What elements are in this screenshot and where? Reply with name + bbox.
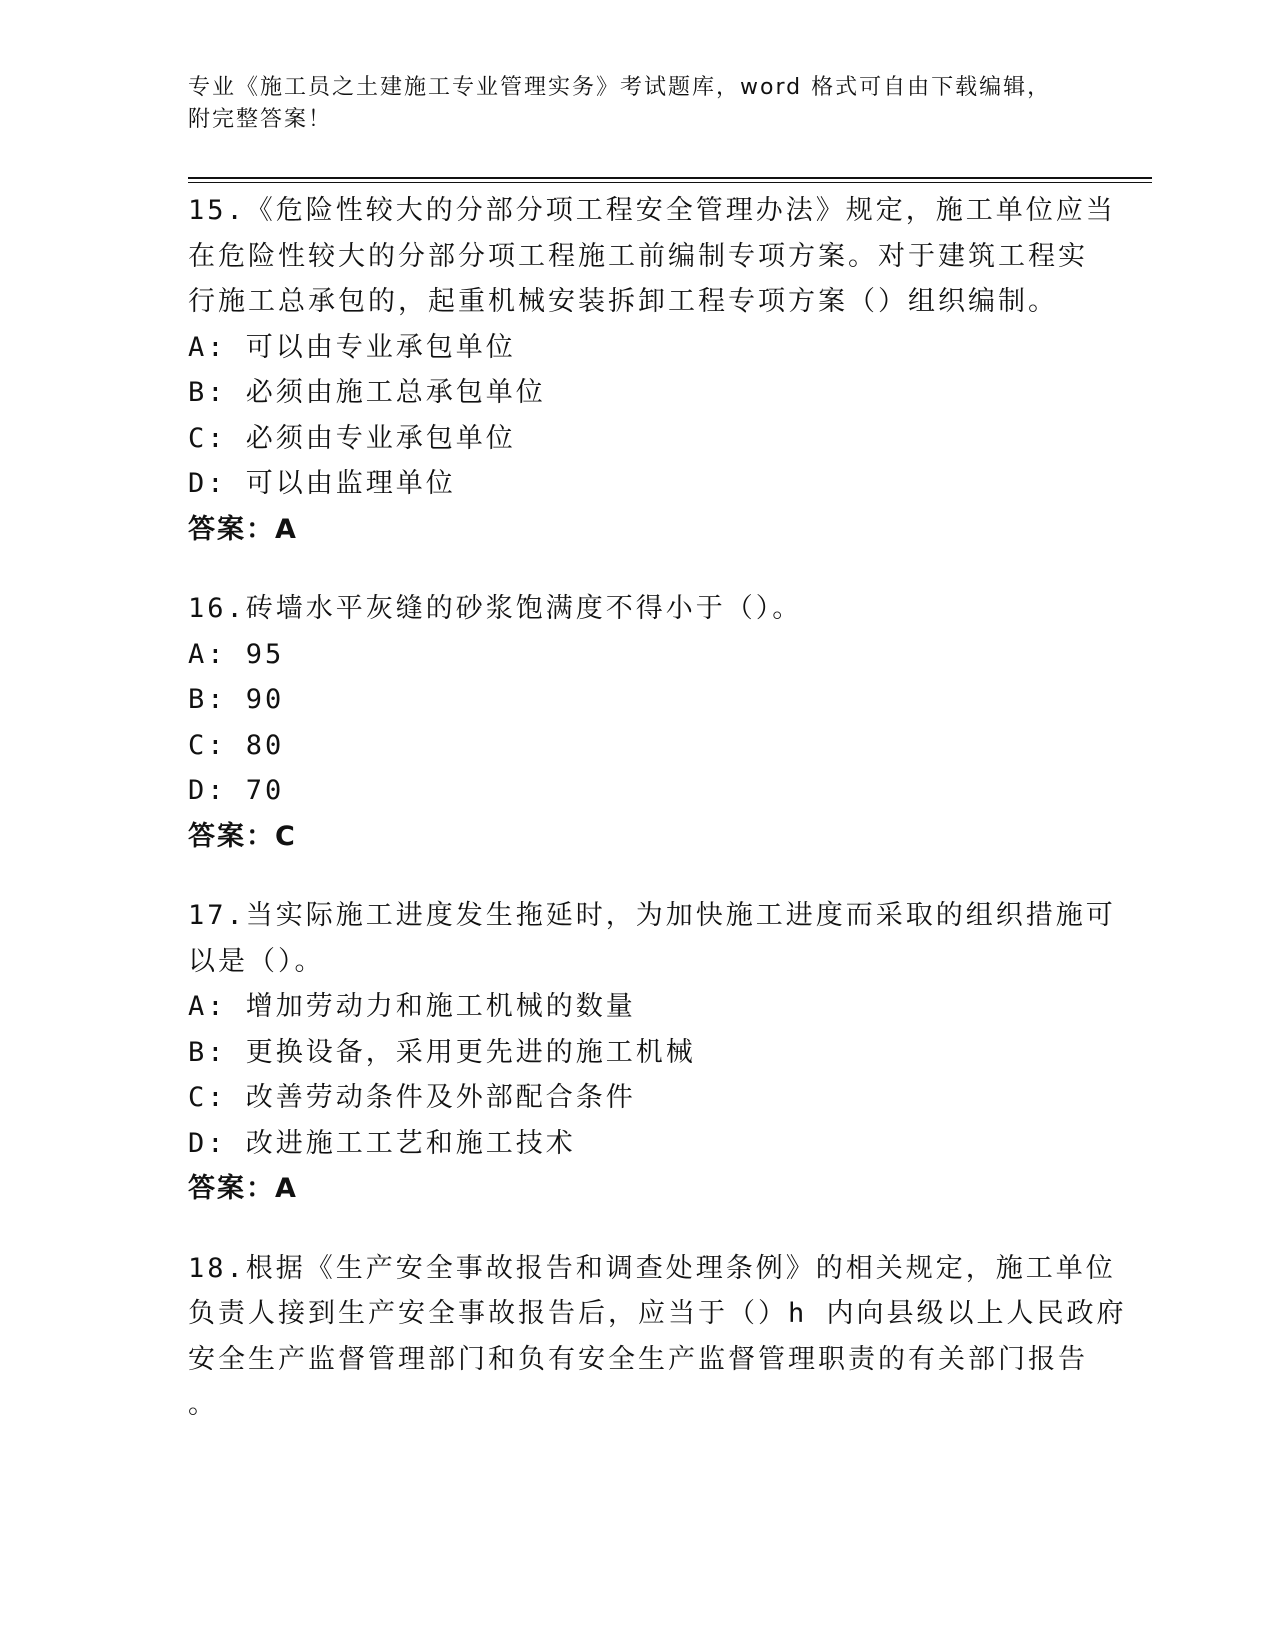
option-d: D: 可以由监理单位 — [188, 468, 456, 499]
question-17 — [188, 893, 1116, 1212]
option-a: A: 增加劳动力和施工机械的数量 — [188, 991, 636, 1022]
option-b: B: 90 — [188, 684, 285, 715]
question-text-line: 负责人接到生产安全事故报告后，应当于（）h 内向县级以上人民政府 — [188, 1298, 1127, 1329]
option-b: B: 更换设备，采用更先进的施工机械 — [188, 1036, 696, 1068]
question-text-line: 18.根据《生产安全事故报告和调查处理条例》的相关规定，施工单位 — [188, 1252, 1116, 1284]
question-text-line: 以是（）。 — [188, 945, 325, 977]
question-text-line: 16.砖墙水平灰缝的砂浆饱满度不得小于（）。 — [188, 593, 803, 624]
option-c: C: 改善劳动条件及外部配合条件 — [188, 1082, 636, 1113]
document-header — [188, 72, 1088, 136]
option-d: D: 改进施工工艺和施工技术 — [188, 1127, 576, 1159]
header-divider-thin — [188, 182, 1152, 183]
header-divider-thick — [188, 177, 1152, 179]
answer-line: 答案：A — [188, 513, 298, 545]
answer-line: 答案：A — [188, 1173, 298, 1204]
header-line-2: 附完整答案！ — [188, 107, 333, 132]
question-text-line: 。 — [188, 1389, 218, 1420]
option-a: A: 95 — [188, 638, 285, 670]
answer-line: 答案：C — [188, 820, 297, 852]
header-line-1: 专业《施工员之土建施工专业管理实务》考试题库，word 格式可自由下载编辑， — [188, 75, 1052, 100]
question-16 — [188, 586, 1088, 859]
option-d: D: 70 — [188, 775, 285, 806]
question-text-line: 在危险性较大的分部分项工程施工前编制专项方案。对于建筑工程实 — [188, 240, 1088, 272]
question-text-line: 15.《危险性较大的分部分项工程安全管理办法》规定，施工单位应当 — [188, 195, 1116, 226]
question-text-line: 行施工总承包的，起重机械安装拆卸工程专项方案（）组织编制。 — [188, 286, 1058, 317]
option-a: A: 可以由专业承包单位 — [188, 331, 516, 363]
question-text-line: 安全生产监督管理部门和负有安全生产监督管理职责的有关部门报告 — [188, 1343, 1088, 1375]
question-15 — [188, 188, 1116, 552]
question-list — [188, 188, 1127, 1462]
question-text-line: 17.当实际施工进度发生拖延时，为加快施工进度而采取的组织措施可 — [188, 900, 1116, 931]
option-c: C: 必须由专业承包单位 — [188, 422, 516, 454]
option-b: B: 必须由施工总承包单位 — [188, 377, 546, 408]
question-18 — [188, 1246, 1127, 1428]
option-c: C: 80 — [188, 729, 285, 761]
